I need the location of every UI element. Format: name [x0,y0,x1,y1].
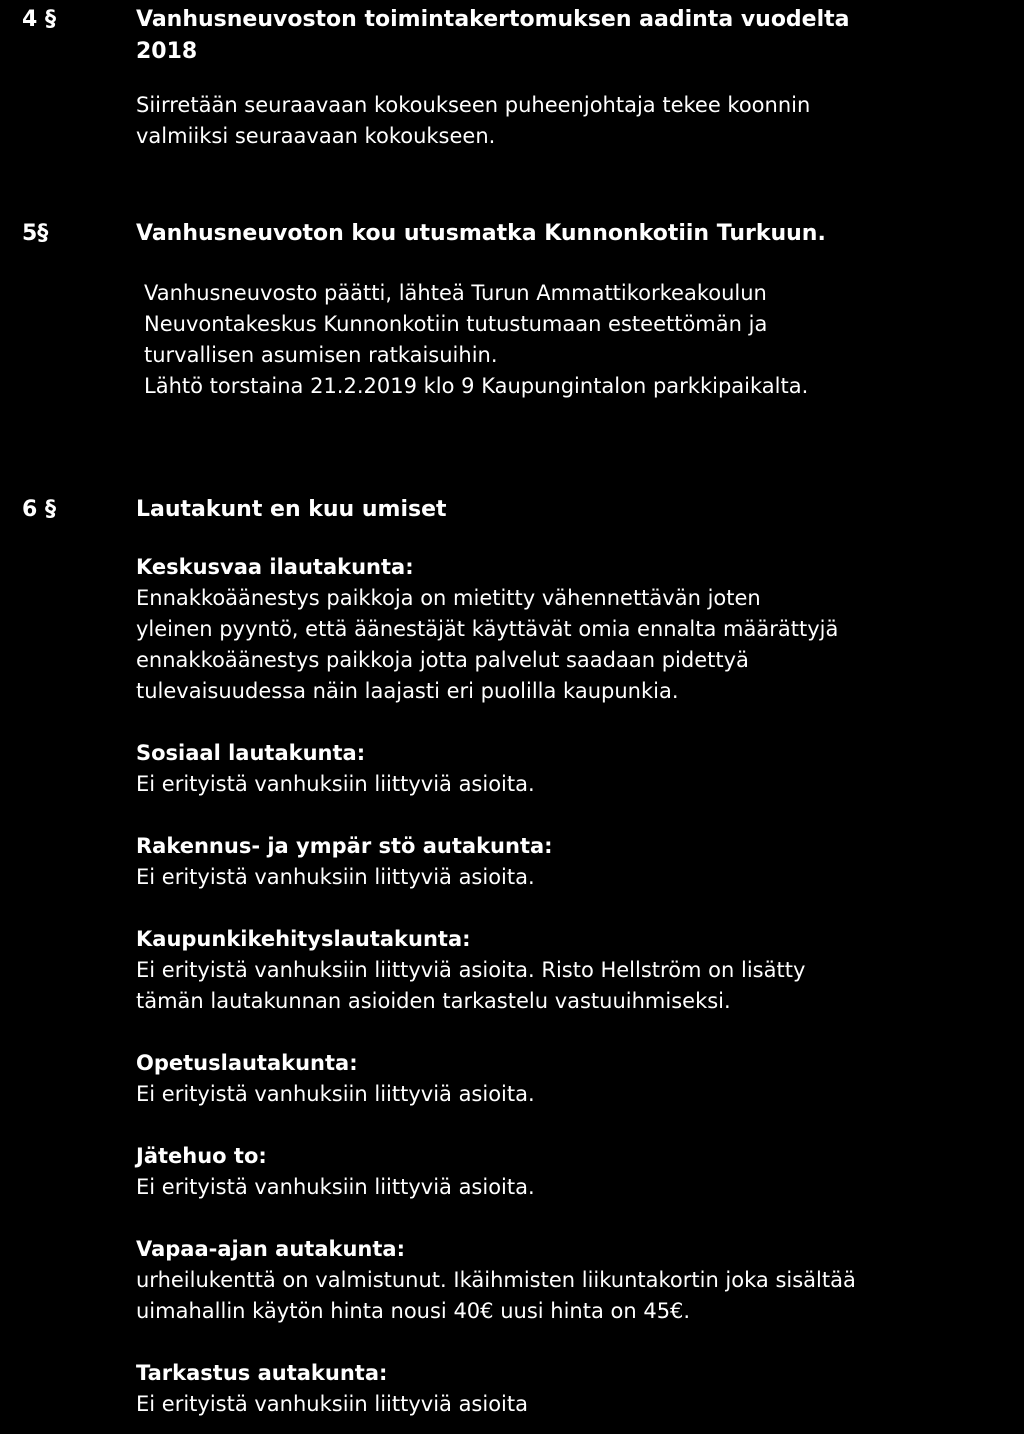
committee-name: Jätehuo to: [136,1144,267,1168]
section-title-line: Vanhusneuvoton kou utusmatka Kunnonkotiin Turkuun. [136,221,826,246]
committee-name: Tarkastus autakunta: [136,1361,388,1385]
section-title-line: Vanhusneuvoston toimintakertomuksen aadinta vuodelta [136,7,850,32]
committee-text-line: Ennakkoäänestys paikkoja on mietitty vähennettävän joten [136,586,761,610]
committee-text-line: ennakkoäänestys paikkoja jotta palvelut saadaan pidettyä [136,648,749,672]
committee-text-line: Ei erityistä vanhuksiin liittyviä asioita. [136,1175,535,1199]
body-line: Lähtö torstaina 21.2.2019 klo 9 Kaupungintalon parkkipaikalta. [144,374,809,398]
committee-keskusvaalilautakunta [136,552,1021,707]
section-title [136,4,1021,68]
body-line: Vanhusneuvosto päätti, lähteä Turun Ammattikorkeakoulun [144,281,767,305]
section-4 [136,4,1021,152]
committee-text-line: tulevaisuudessa näin laajasti eri puolilla kaupunkia. [136,679,679,703]
body-line: Neuvontakeskus Kunnonkotiin tutustumaan esteettömän ja [144,312,768,336]
committee-sosiaalilautakunta [136,738,1021,800]
section-title-line: 2018 [136,39,198,64]
committee-name: Keskusvaa ilautakunta: [136,555,414,579]
committee-text-line: yleinen pyyntö, että äänestäjät käyttävät omia ennalta määrättyjä [136,617,839,641]
committee-text-line: Ei erityistä vanhuksiin liittyviä asioita. [136,772,535,796]
section-5 [136,218,1021,402]
section-title [136,218,1021,250]
body-line: Siirretään seuraavaan kokoukseen puheenjohtaja tekee koonnin [136,93,811,117]
committee-text-line: urheilukenttä on valmistunut. Ikäihmisten liikuntakortin joka sisältää [136,1268,856,1292]
committee-text-line: Ei erityistä vanhuksiin liittyviä asioita. Risto Hellström on lisätty [136,958,806,982]
committee-text-line: Ei erityistä vanhuksiin liittyviä asioita. [136,1082,535,1106]
section-number: 6 § [22,497,56,522]
committee-text-line: Ei erityistä vanhuksiin liittyviä asioita [136,1392,528,1416]
committee-tarkastuslautakunta [136,1358,1021,1420]
committee-name: Kaupunkikehityslautakunta: [136,927,471,951]
committee-rakennus-ja-ymparistolautakunta [136,831,1021,893]
section-title [136,494,1021,526]
committee-text-line: tämän lautakunnan asioiden tarkastelu vastuuihmiseksi. [136,989,731,1013]
committee-jatehuolto [136,1141,1021,1203]
committee-kaupunkikehityslautakunta [136,924,1021,1017]
section-title-line: Lautakunt en kuu umiset [136,497,447,522]
section-number: 5§ [22,221,49,246]
section-number: 4 § [22,7,56,32]
committee-text-line: Ei erityistä vanhuksiin liittyviä asioita. [136,865,535,889]
body-line: valmiiksi seuraavaan kokoukseen. [136,124,496,148]
committee-text-line: uimahallin käytön hinta nousi 40€ uusi hinta on 45€. [136,1299,691,1323]
committee-vapaa-ajan-lautakunta [136,1234,1021,1327]
committee-opetuslautakunta [136,1048,1021,1110]
section-body [136,90,1021,152]
section-body [136,278,1021,402]
committee-name: Vapaa-ajan autakunta: [136,1237,405,1261]
committee-name: Sosiaal lautakunta: [136,741,366,765]
committee-name: Opetuslautakunta: [136,1051,358,1075]
committee-name: Rakennus- ja ympär stö autakunta: [136,834,553,858]
body-line: turvallisen asumisen ratkaisuihin. [144,343,498,367]
section-6 [136,494,1021,1420]
